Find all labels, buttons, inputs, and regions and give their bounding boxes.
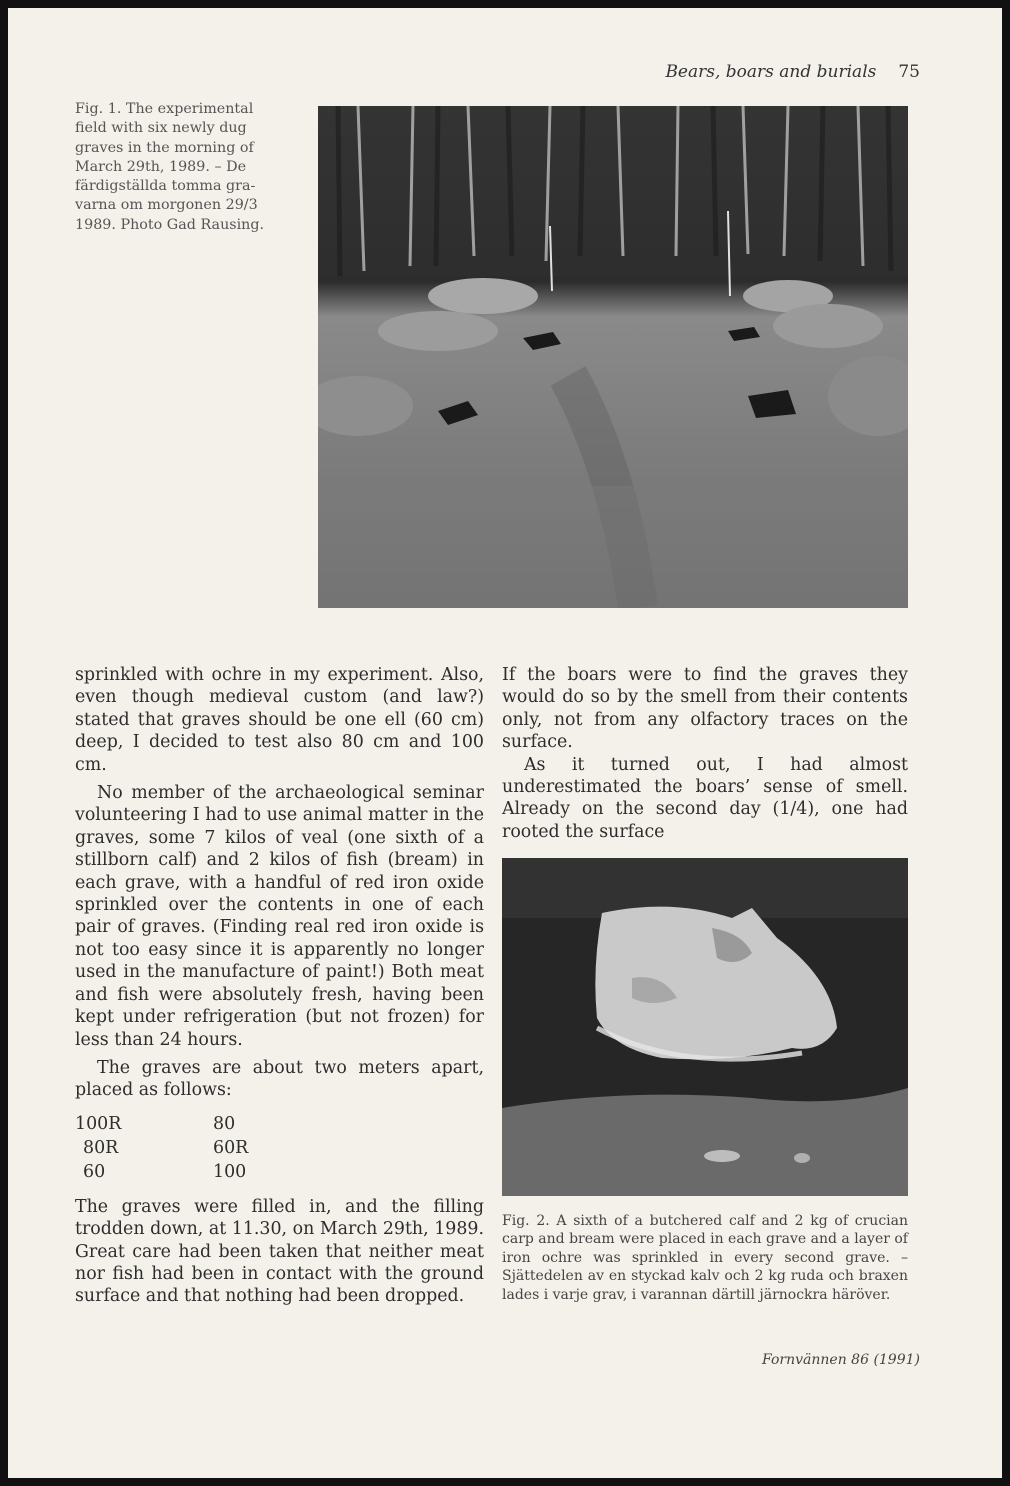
- left-paragraph-4: The graves were filled in, and the filling trodden down, at 11.30, on March 29th, 1989. Great care had been taken that neither meat nor fish had been in contact with the ground surface and that nothing had been dropped.: [75, 1196, 484, 1307]
- table-row: [75, 1160, 248, 1184]
- figure-1-photo: [318, 106, 908, 608]
- graves-layout-table: [75, 1112, 248, 1184]
- table-row: [75, 1136, 248, 1160]
- table-cell: 80R: [83, 1137, 119, 1158]
- left-paragraph-1: sprinkled with ochre in my experiment. Also, even though medieval custom (and law?) stated that graves should be one ell (60 cm) deep, I decided to test also 80 cm and 100 cm.: [75, 665, 484, 775]
- table-cell: 60R: [213, 1137, 249, 1158]
- page-number: 75: [898, 62, 920, 82]
- running-head: [665, 62, 920, 82]
- right-column: [502, 664, 908, 843]
- table-cell: 60: [83, 1161, 106, 1182]
- table-row: [75, 1112, 248, 1136]
- figure-2-photo: [502, 858, 908, 1196]
- table-cell: 100R: [75, 1113, 122, 1134]
- table-cell: 100: [213, 1161, 247, 1182]
- page: [8, 8, 1002, 1478]
- running-head-title: Bears, boars and burials: [665, 62, 877, 82]
- right-paragraph-1: If the boars were to find the graves they would do so by the smell from their contents only, not from any olfactory traces on the surface.: [502, 665, 908, 753]
- left-paragraph-3: The graves are about two meters apart, placed as follows:: [75, 1057, 484, 1101]
- journal-footer: Fornvännen 86 (1991): [762, 1352, 920, 1368]
- figure-2-caption: Fig. 2. A sixth of a butchered calf and 2 kg of crucian carp and bream were placed in each grave and a layer of iron ochre was sprinkled in every second grave. – Sjättedelen av en styckad kalv och 2 kg ruda och braxen lades i varje grav, i varannan därtill järnockra häröver.: [502, 1213, 908, 1303]
- right-paragraph-2: As it turned out, I had almost underestimated the boars’ sense of smell. Already on the second day (1/4), one had rooted the surface: [502, 754, 908, 842]
- left-paragraph-2: No member of the archaeological seminar volunteering I had to use animal matter in the graves, some 7 kilos of veal (one sixth of a stillborn calf) and 2 kilos of fish (bream) in each grave, with a handful of red iron oxide sprinkled over the contents in one of each pair of graves. (Finding real red iron oxide is not too easy since it is apparently no longer used in the manufacture of paint!) Both meat and fish were absolutely fresh, having been kept under refrigeration (but not frozen) for less than 24 hours.: [75, 783, 484, 1050]
- table-cell: 80: [213, 1113, 236, 1134]
- figure-1-caption: Fig. 1. The experimental field with six newly dug graves in the morning of March 29th, 1989. – De färdigställda tomma gra- varna om morgonen 29/3 1989. Photo Gad Rausing.: [75, 101, 265, 233]
- left-column: [75, 664, 484, 1308]
